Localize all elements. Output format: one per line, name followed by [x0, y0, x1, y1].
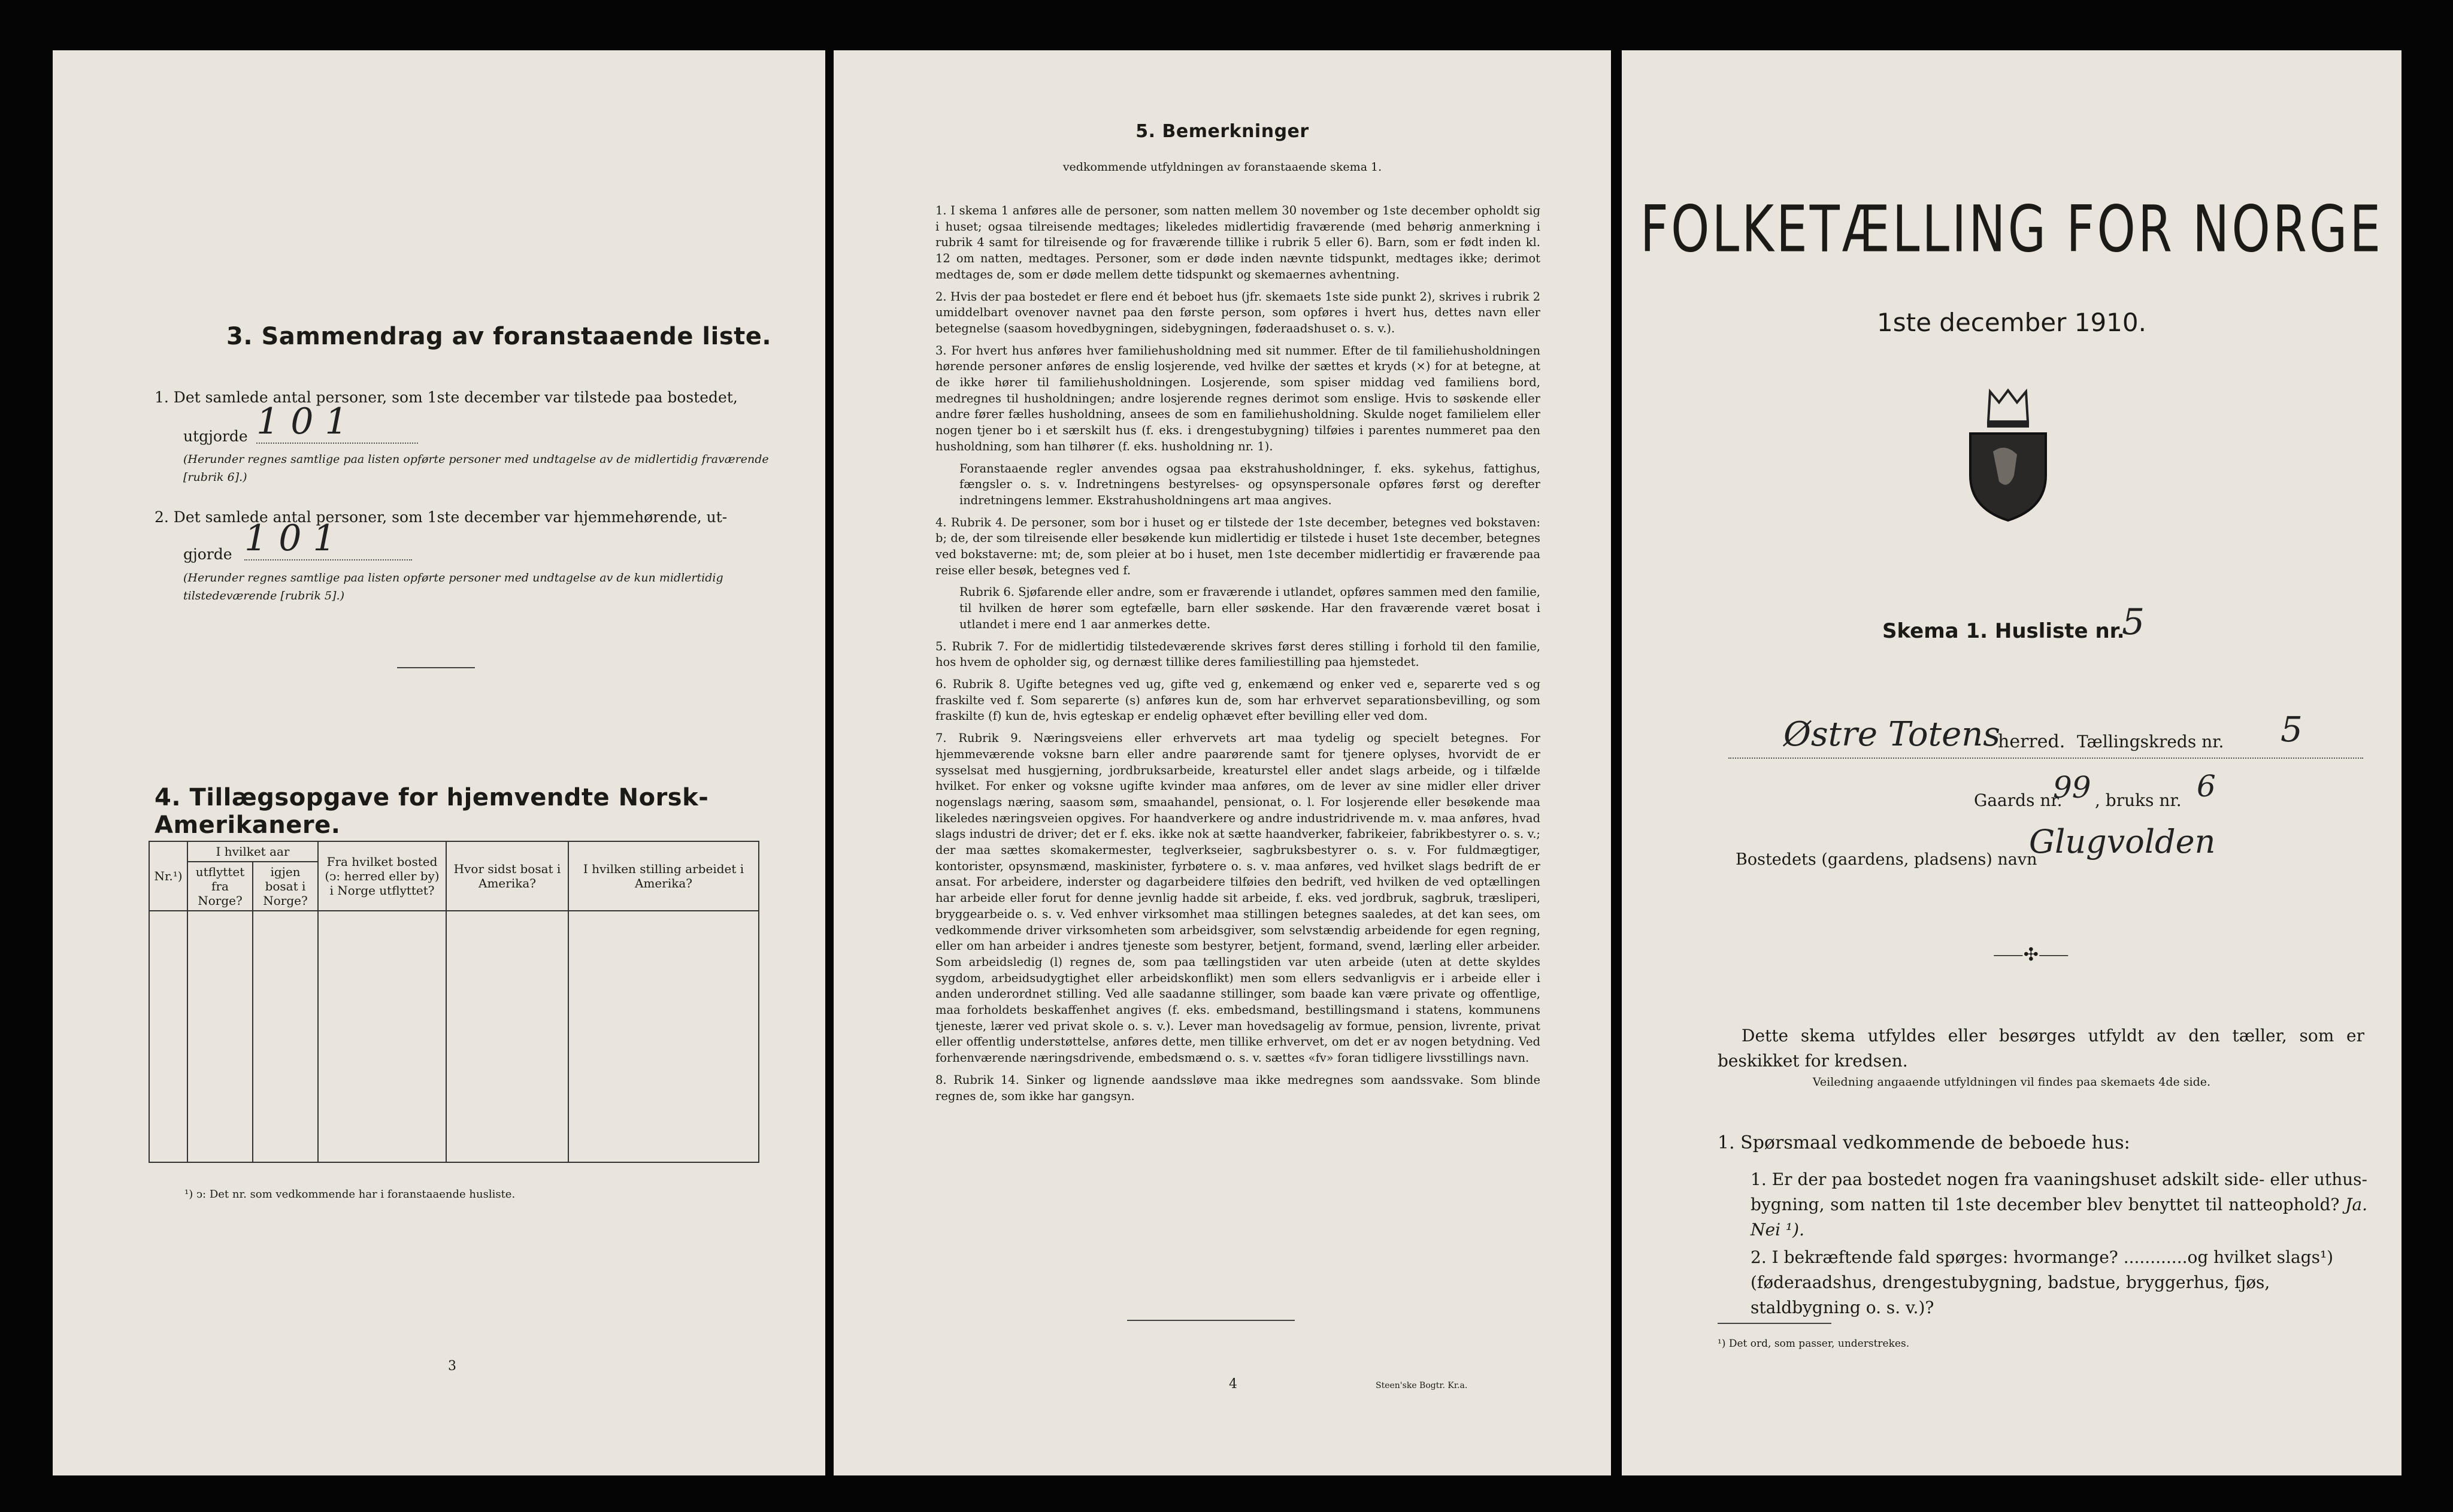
questions-heading: 1. Spørsmaal vedkommende de beboede hus:: [1718, 1132, 2130, 1153]
ornament-divider: ⸺✣⸺: [1993, 944, 2069, 965]
form-date: 1ste december 1910.: [1877, 308, 2146, 337]
table-cell: [149, 911, 187, 1162]
remark-paragraph: 8. Rubrik 14. Sinker og lignende aandssløve maa ikke medregnes som aandssvake. Som blinde regnes de, som ikke har gangsyn.: [935, 1072, 1540, 1103]
table-cell: [318, 911, 446, 1162]
table-row: [149, 911, 759, 1162]
page-4: [834, 50, 1611, 1475]
remark-paragraph: 2. Hvis der paa bostedet er flere end ét beboet hus (jfr. skemaets 1ste side punkt 2), skrives i rubrik 2 umiddelbart ovenover navnet paa den første person, som opføres i hvert hus, dettes navn eller betegnelse (saasom hovedbygningen, sidebygningen, føderaadshuset o. s. v.).: [935, 289, 1540, 335]
intro-text: Dette skema utfyldes eller besørges utfyldt av den tæller, som er beskikket for kredsen.: [1718, 1026, 2364, 1071]
divider: [1127, 1320, 1295, 1321]
kreds-label: Tællingskreds nr.: [2077, 732, 2224, 752]
remark-paragraph: Rubrik 6. Sjøfarende eller andre, som er fraværende i utlandet, opføres sammen med den familie, til hvilken de hører som egtefælle, barn eller søskende. Har den fraværende været bosat i utlandet i mere end 1 aar anmerkes dette.: [959, 585, 1540, 631]
bruks-label: , bruks nr.: [2095, 790, 2182, 810]
summary-item-1-value: 1 0 1: [256, 401, 418, 444]
summary-item-2-label: gjorde: [183, 546, 232, 563]
summary-item-2-note: (Herunder regnes samtlige paa listen opførte personer med undtagelse av de kun midlertidig tilstedeværende [rubrik 5].): [183, 571, 723, 602]
kreds-value: 5: [2281, 709, 2303, 750]
coat-of-arms-icon: [1963, 386, 2053, 523]
herred-line: [1728, 757, 2363, 759]
col-igjen: igjen bosat i Norge?: [253, 862, 318, 911]
form-title: FOLKETÆLLING FOR NORGE: [1640, 192, 2384, 267]
page-number: 3: [448, 1359, 456, 1374]
printer-mark: Steen'ske Bogtr. Kr.a.: [1376, 1381, 1468, 1390]
remarks-title: 5. Bemerkninger: [1135, 121, 1309, 142]
bruks-value: 6: [2197, 769, 2216, 804]
section-3-title: 3. Sammendrag av foranstaaende liste.: [226, 323, 772, 350]
norsk-amerikanere-table: [149, 841, 759, 1163]
table-footnote: ¹) ↄ: Det nr. som vedkommende har i foranstaaende husliste.: [184, 1188, 516, 1201]
question-1-text: 1. Er der paa bostedet nogen fra vaaningshuset adskilt side- eller uthus-bygning, som natten til 1ste december blev benyttet til natteophold?: [1751, 1169, 2367, 1214]
table-cell: [568, 911, 759, 1162]
remark-paragraph: 7. Rubrik 9. Næringsveiens eller erhvervets art maa tydelig og specielt betegnes. For hjemmeværende voksne barn eller andre paarørende samt for tjenere oplyses, hvorvidt de er sysselsat med husgjerning, jordbruksarbeide, kreaturstel eller andet slags arbeide, og i tilfælde hvilket. For enker og voksne ugifte kvinder maa anføres, om de lever av sine midler eller driver nogenslags næring, saasom søm, smaahandel, pensionat, o. l. For losjerende eller besøkende maa likeledes næringsveien opgives. For haandverkere og andre industridrivende m. v. maa anføres, hvad slags industri de driver; det er f. eks. ikke nok at sætte haandverker, fabrikeier, fabrikbestyrer o. s. v.; der maa sættes skomakermester, teglverkseier, sagbruksbestyrer o. s. v. For fuldmægtiger, kontorister, opsynsmænd, maskinister, fyrbøtere o. s. v. maa anføres, ved hvilket slags bedrift de er ansat. For arbeidere, inderster og dagarbeidere tilføies den bedrift, ved hvilken de ved optællingen har arbeide eller forut for denne jevnlig hadde sit arbeide, f. eks. ved jordbruk, sagbruk, træsliperi, bryggearbeide o. s. v. Ved enhver virksomhet maa stillingen betegnes saaledes, at det kan sees, om vedkommende driver virksomheten som arbeidsgiver, som selvstændig arbeidende for egen regning, eller om han arbeider i andres tjeneste som bestyrer, betjent, formand, svend, lærling eller arbeider. Som arbeidsledig (l) regnes de, som paa tællingstiden var uten arbeide (uten at dette skyldes sygdom, arbeidsudygtighet eller arbeidskonflikt) men som ellers sedvanligvis er i arbeide eller i anden underordnet stilling. Ved alle saadanne stillinger, som baade kan være private og offentlige, maa forholdets beskaffenhet angives (f. eks. embedsmand, bestillingsmand i statens, kommunens tjeneste, lærer ved privat skole o. s. v.). Lever man hovedsagelig av formue, pension, livrente, privat eller offentlig understøttelse, anføres dette, men tillike erhvervet, om det er av nogen betydning. Ved forhenværende næringsdrivende, embedsmænd o. s. v. sættes «fv» foran tidligere livsstillings navn.: [935, 731, 1540, 1065]
col-group-year: I hvilket aar: [187, 841, 318, 862]
summary-item-2-value: 1 0 1: [244, 517, 412, 560]
herred-label: herred.: [1998, 731, 2066, 752]
table-cell: [446, 911, 568, 1162]
skema-label: Skema 1. Husliste nr.: [1882, 619, 2125, 643]
intro-note: Veiledning angaaende utfyldningen vil findes paa skemaets 4de side.: [1812, 1075, 2211, 1089]
table-cell: [253, 911, 318, 1162]
bosted-label: Bostedets (gaardens, pladsens) navn: [1736, 850, 2037, 869]
col-stilling: I hvilken stilling arbeidet i Amerika?: [568, 841, 759, 911]
gaards-label: Gaards nr.: [1974, 790, 2063, 810]
section-4-title: 4. Tillægsopgave for hjemvendte Norsk-Amerikanere.: [155, 784, 709, 839]
summary-item-2: 2. Det samlede antal personer, som 1ste december var hjemmehørende, ut-: [155, 508, 728, 526]
herred-value: Østre Totens: [1783, 715, 2001, 754]
page-1: [1622, 50, 2401, 1475]
col-nr: Nr.¹): [149, 841, 187, 911]
summary-item-1-note: (Herunder regnes samtlige paa listen opførte personer med undtagelse av de midlertidig fraværende [rubrik 6].): [183, 453, 769, 484]
page-3: [53, 50, 825, 1475]
remark-paragraph: Foranstaaende regler anvendes ogsaa paa ekstrahusholdninger, f. eks. sykehus, fattighus, fængsler o. s. v. Indretningens bestyrelses- og opsynspersonale opføres først og derefter indretningens lemmer. Ekstrahusholdningens art maa angives.: [959, 461, 1540, 507]
husliste-nr: 5: [2122, 601, 2145, 643]
col-utflyttet: utflyttet fra Norge?: [187, 862, 253, 911]
col-hvor: Hvor sidst bosat i Amerika?: [446, 841, 568, 911]
remarks-subtitle: vedkommende utfyldningen av foranstaaende skema 1.: [1062, 160, 1382, 174]
remark-paragraph: 1. I skema 1 anføres alle de personer, som natten mellem 30 november og 1ste december opholdt sig i huset; ogsaa tilreisende medtages; likeledes midlertidig fraværende (med behørig anmerkning i rubrik 4 samt for tilreisende og for fraværende tillike i rubrik 5 eller 6). Barn, som er født inden kl. 12 om natten, medtages. Personer, som er døde inden nævnte tidspunkt, medtages ikke; derimot medtages de, som er døde mellem dette tidspunkt og skemaernes avhentning.: [935, 204, 1540, 281]
bosted-value: Glugvolden: [2029, 823, 2216, 860]
gaards-value: 99: [2053, 770, 2091, 805]
summary-item-1-label: utgjorde: [183, 428, 248, 445]
remark-paragraph: 5. Rubrik 7. For de midlertidig tilstedeværende skrives først deres stilling i forhold til den familie, hos hvem de opholder sig, og dernæst tillike deres familiestilling paa hjemstedet.: [935, 639, 1540, 669]
question-2: 2. I bekræftende fald spørges: hvormange? ............og hvilket slags¹) (føderaadshus, drengestubygning, badstue, bryggerhus, fjøs, staldbygning o. s. v.)?: [1751, 1247, 2334, 1317]
col-fra: Fra hvilket bosted (ↄ: herred eller by) i Norge utflyttet?: [318, 841, 446, 911]
remark-paragraph: 3. For hvert hus anføres hver familiehusholdning med sit nummer. Efter de til familiehusholdningen hørende personer anføres de enslig losjerende, ved hvilke der sættes et kryds (×) for at betegne, at de ikke hører til familiehusholdningen. Losjerende, som spiser middag ved familiens bord, medregnes til husholdningen; andre losjerende regnes derimot som enslige. Hvis to søskende eller andre fører fælles husholdning, ansees de som en familiehusholdning. Skulde noget familielem eller nogen tjener bo i et særskilt hus (f. eks. i drengestubygning) tilføies i parentes nummeret paa den husholdning, som han tilhører (f. eks. husholdning nr. 1).: [935, 343, 1540, 453]
remark-paragraph: 6. Rubrik 8. Ugifte betegnes ved ug, gifte ved g, enkemænd og enker ved e, separerte ved s og fraskilte ved f. Som separerte (s) anføres kun de, som har erhvervet separationsbevilling, og som fraskilte (f) kun de, hvis egteskap er endelig ophævet efter bevilling eller ved dom.: [935, 677, 1540, 723]
page-footnote: ¹) Det ord, som passer, understrekes.: [1718, 1338, 1910, 1350]
question-1-answer: Ja. Nei ¹).: [1751, 1195, 2367, 1240]
divider: [397, 667, 475, 668]
remark-paragraph: 4. Rubrik 4. De personer, som bor i huset og er tilstede der 1ste december, betegnes ved bokstaven: b; de, der som tilreisende eller besøkende kun midlertidig er tilstede i huset 1ste december, betegnes ved bokstaverne: mt; de, som pleier at bo i huset, men 1ste december midlertidig er fraværende paa reise eller besøk, betegnes ved f.: [935, 515, 1540, 577]
table-cell: [187, 911, 253, 1162]
summary-item-1: 1. Det samlede antal personer, som 1ste december var tilstede paa bostedet,: [155, 389, 738, 406]
question-1: [1751, 1167, 2367, 1243]
footnote-divider: [1718, 1323, 1831, 1324]
remarks-body: [935, 203, 1540, 1110]
page-number: 4: [1229, 1377, 1237, 1392]
